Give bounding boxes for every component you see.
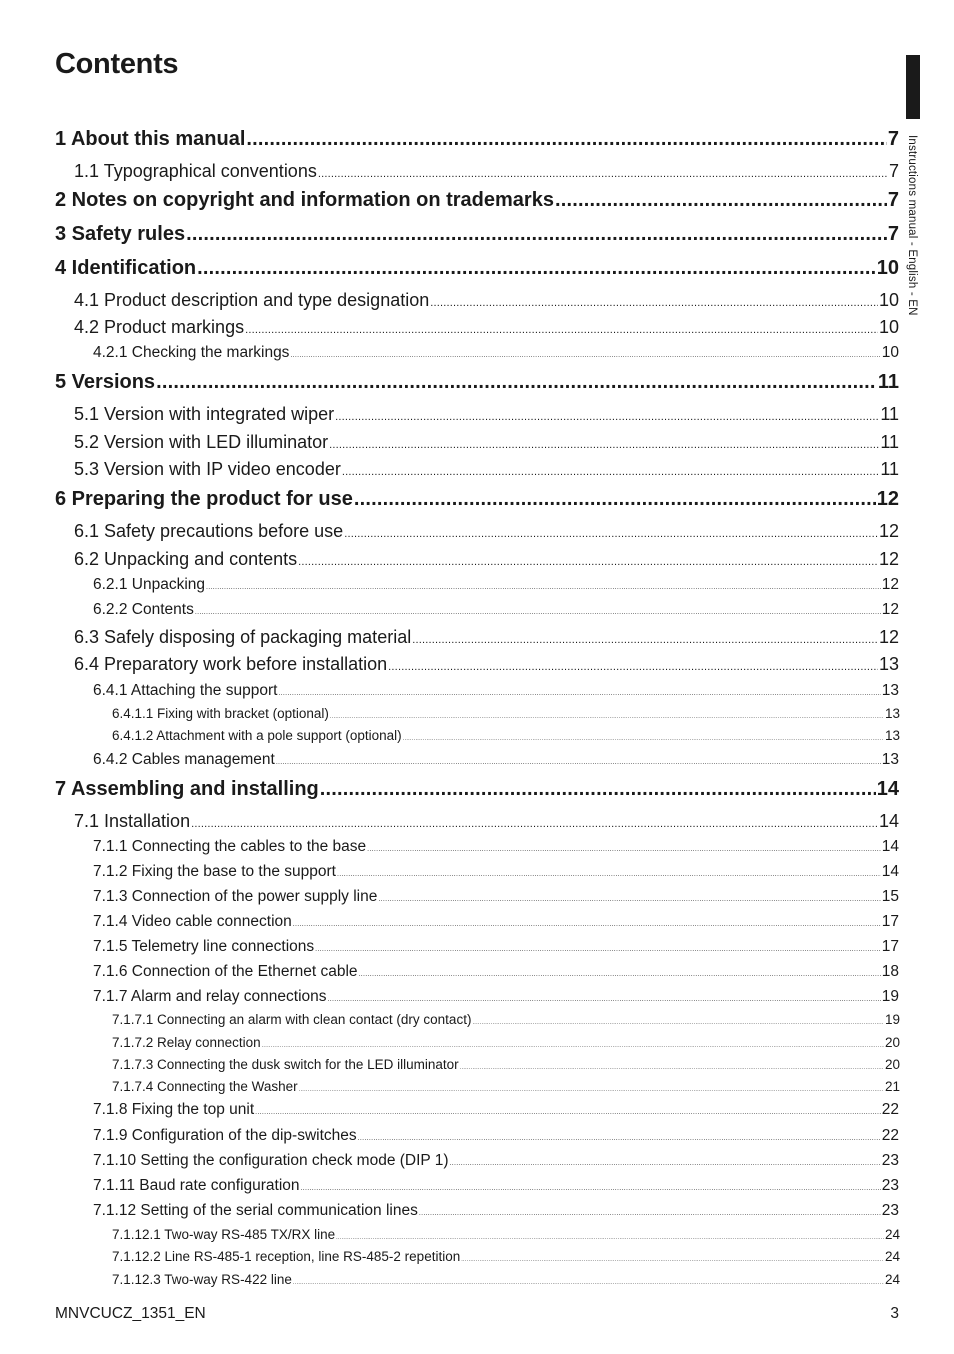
toc-dot-leader xyxy=(359,971,881,978)
toc-entry-level-1[interactable] xyxy=(55,488,899,511)
toc-entry-level-3[interactable] xyxy=(93,601,899,619)
toc-dot-leader xyxy=(555,189,887,212)
toc-page-number: 12 xyxy=(878,549,899,569)
toc-dot-leader xyxy=(186,223,887,246)
toc-page-number: 10 xyxy=(878,317,899,337)
toc-dot-leader xyxy=(293,921,881,928)
toc-entry-title: 7.1.7.1 Connecting an alarm with clean contact (dry contact) xyxy=(112,1012,472,1027)
toc-page-number: 12 xyxy=(878,521,899,541)
toc-dot-leader xyxy=(278,690,880,697)
toc-dot-leader xyxy=(472,1020,884,1026)
toc-entry-title: 7.1 Installation xyxy=(74,811,191,831)
toc-entry-title: 7.1.12.2 Line RS-485-1 reception, line RS-485-2 repetition xyxy=(112,1249,461,1264)
toc-dot-leader xyxy=(330,714,884,720)
toc-dot-leader xyxy=(276,759,881,766)
toc-entry-title: 4.2 Product markings xyxy=(74,317,245,337)
toc-dot-leader xyxy=(320,778,876,801)
toc-entry-level-3[interactable] xyxy=(93,1101,899,1119)
toc-page-number: 12 xyxy=(881,601,899,618)
toc-entry-title: 7 Assembling and installing xyxy=(55,778,319,800)
toc-page-number: 20 xyxy=(884,1035,900,1050)
toc-entry-title: 4 Identification xyxy=(55,257,197,279)
toc-entry-title: 6.3 Safely disposing of packaging material xyxy=(74,627,412,647)
toc-entry-title: 1 About this manual xyxy=(55,128,246,150)
toc-dot-leader xyxy=(328,996,881,1003)
toc-page-number: 13 xyxy=(881,751,899,768)
toc-entry-title: 6.2.1 Unpacking xyxy=(93,576,206,593)
toc-entry-title: 7.1.7.3 Connecting the dusk switch for the LED illuminator xyxy=(112,1057,459,1072)
toc-entry-title: 7.1.12.3 Two-way RS-422 line xyxy=(112,1272,292,1287)
toc-entry-level-2[interactable] xyxy=(74,521,899,542)
side-label: Instructions manual - English - EN xyxy=(906,135,918,316)
toc-entry-level-3[interactable] xyxy=(93,863,899,881)
toc-page-number: 7 xyxy=(887,223,899,245)
toc-entry-level-3[interactable] xyxy=(93,1127,899,1145)
toc-entry-title: 2 Notes on copyright and information on trademarks xyxy=(55,189,554,211)
toc-entry-level-4[interactable] xyxy=(112,1079,900,1094)
toc-dot-leader xyxy=(403,736,884,742)
toc-entry-level-2[interactable] xyxy=(74,627,899,648)
toc-entry-level-3[interactable] xyxy=(93,682,899,700)
toc-entry-level-3[interactable] xyxy=(93,576,899,594)
toc-dot-leader xyxy=(298,556,878,568)
toc-entry-level-2[interactable] xyxy=(74,654,899,675)
toc-entry-title: 6.4.2 Cables management xyxy=(93,751,275,768)
toc-entry-level-2[interactable] xyxy=(74,549,899,570)
toc-page-number: 18 xyxy=(881,963,899,980)
toc-entry-title: 3 Safety rules xyxy=(55,223,186,245)
toc-page-number: 11 xyxy=(880,432,899,452)
toc-entry-title: 7.1.2 Fixing the base to the support xyxy=(93,863,336,880)
toc-dot-leader xyxy=(191,818,878,830)
toc-entry-level-2[interactable] xyxy=(74,459,899,480)
toc-page-number: 13 xyxy=(884,728,900,743)
toc-dot-leader xyxy=(197,257,876,280)
toc-page-number: 20 xyxy=(884,1057,900,1072)
toc-page-number: 10 xyxy=(876,257,899,279)
toc-page-number: 24 xyxy=(884,1227,900,1242)
toc-entry-title: 7.1.8 Fixing the top unit xyxy=(93,1101,255,1118)
toc-entry-level-3[interactable] xyxy=(93,963,899,981)
toc-entry-title: 7.1.12 Setting of the serial communication lines xyxy=(93,1202,418,1219)
toc-entry-title: 6.4.1 Attaching the support xyxy=(93,682,278,699)
toc-entry-title: 5.3 Version with IP video encoder xyxy=(74,459,341,479)
toc-entry-title: 7.1.1 Connecting the cables to the base xyxy=(93,838,367,855)
toc-page-number: 12 xyxy=(881,576,899,593)
toc-entry-level-1[interactable] xyxy=(55,257,899,280)
toc-entry-title: 6.4.1.2 Attachment with a pole support (optional) xyxy=(112,728,402,743)
toc-page-number: 21 xyxy=(884,1079,900,1094)
toc-entry-level-3[interactable] xyxy=(93,1177,899,1195)
toc-page-number: 14 xyxy=(881,838,899,855)
toc-page-number: 12 xyxy=(878,627,899,647)
toc-entry-level-4[interactable] xyxy=(112,1035,900,1050)
toc-dot-leader xyxy=(367,846,881,853)
toc-entry-level-3[interactable] xyxy=(93,1152,899,1170)
toc-entry-title: 7.1.7.4 Connecting the Washer xyxy=(112,1079,298,1094)
toc-page-number: 13 xyxy=(884,706,900,721)
toc-entry-title: 6.2.2 Contents xyxy=(93,601,194,618)
toc-entry-level-1[interactable] xyxy=(55,371,899,394)
toc-entry-level-1[interactable] xyxy=(55,128,899,151)
toc-page-number: 19 xyxy=(881,988,899,1005)
toc-dot-leader xyxy=(293,1280,884,1286)
toc-page-number: 14 xyxy=(878,811,899,831)
page-title: Contents xyxy=(55,48,179,80)
toc-dot-leader xyxy=(388,661,878,673)
toc-entry-title: 7.1.12.1 Two-way RS-485 TX/RX line xyxy=(112,1227,336,1242)
toc-page-number: 11 xyxy=(880,459,899,479)
toc-dot-leader xyxy=(354,488,876,511)
toc-page-number: 10 xyxy=(881,344,899,361)
toc-page-number: 11 xyxy=(877,371,899,393)
toc-page-number: 17 xyxy=(881,938,899,955)
toc-entry-title: 6.4 Preparatory work before installation xyxy=(74,654,388,674)
toc-page-number: 7 xyxy=(887,189,899,211)
toc-entry-level-1[interactable] xyxy=(55,778,899,801)
toc-dot-leader xyxy=(299,1087,884,1093)
toc-entry-level-3[interactable] xyxy=(93,888,899,906)
toc-dot-leader xyxy=(195,609,881,616)
toc-entry-level-2[interactable] xyxy=(74,432,899,453)
toc-dot-leader xyxy=(290,352,880,359)
footer-page-number: 3 xyxy=(890,1305,899,1322)
toc-entry-level-4[interactable] xyxy=(112,1012,900,1027)
toc-entry-title: 7.1.3 Connection of the power supply line xyxy=(93,888,378,905)
toc-page-number: 14 xyxy=(876,778,899,800)
toc-dot-leader xyxy=(344,528,878,540)
toc-entry-title: 5 Versions xyxy=(55,371,156,393)
toc-entry-level-4[interactable] xyxy=(112,1227,900,1242)
toc-page-number: 12 xyxy=(876,488,899,510)
toc-entry-level-3[interactable] xyxy=(93,913,899,931)
toc-page-number: 23 xyxy=(881,1202,899,1219)
toc-page-number: 15 xyxy=(881,888,899,905)
toc-entry-title: 6.1 Safety precautions before use xyxy=(74,521,344,541)
toc-page-number: 23 xyxy=(881,1152,899,1169)
toc-page-number: 13 xyxy=(878,654,899,674)
toc-page-number: 17 xyxy=(881,913,899,930)
toc-dot-leader xyxy=(156,371,877,394)
toc-entry-level-4[interactable] xyxy=(112,1272,900,1287)
toc-entry-level-4[interactable] xyxy=(112,706,900,721)
toc-page-number: 13 xyxy=(881,682,899,699)
toc-entry-level-3[interactable] xyxy=(93,751,899,769)
toc-entry-title: 6.2 Unpacking and contents xyxy=(74,549,298,569)
toc-dot-leader xyxy=(262,1043,884,1049)
toc-page-number: 22 xyxy=(881,1127,899,1144)
toc-page-number: 11 xyxy=(880,404,899,424)
toc-entry-title: 7.1.7 Alarm and relay connections xyxy=(93,988,327,1005)
toc-page-number: 10 xyxy=(878,290,899,310)
toc-dot-leader xyxy=(430,297,878,309)
toc-entry-level-1[interactable] xyxy=(55,189,899,212)
footer-doc-code: MNVCUCZ_1351_EN xyxy=(55,1305,206,1322)
toc-entry-level-2[interactable] xyxy=(74,404,899,425)
toc-dot-leader xyxy=(337,871,881,878)
toc-entry-title: 1.1 Typographical conventions xyxy=(74,161,317,181)
toc-dot-leader xyxy=(335,411,879,423)
toc-dot-leader xyxy=(246,128,886,151)
toc-entry-level-3[interactable] xyxy=(93,1202,899,1220)
toc-entry-title: 5.2 Version with LED illuminator xyxy=(74,432,329,452)
toc-entry-level-2[interactable] xyxy=(74,290,899,311)
toc-entry-level-2[interactable] xyxy=(74,317,899,338)
toc-page-number: 19 xyxy=(884,1012,900,1027)
toc-dot-leader xyxy=(255,1109,881,1116)
toc-entry-title: 6 Preparing the product for use xyxy=(55,488,353,510)
toc-entry-title: 7.1.9 Configuration of the dip-switches xyxy=(93,1127,357,1144)
toc-dot-leader xyxy=(460,1065,884,1071)
toc-page-number: 7 xyxy=(888,161,899,181)
toc-dot-leader xyxy=(358,1135,881,1142)
toc-dot-leader xyxy=(461,1257,884,1263)
toc-entry-level-1[interactable] xyxy=(55,223,899,246)
toc-entry-level-2[interactable] xyxy=(74,811,899,832)
toc-dot-leader xyxy=(329,439,879,451)
toc-page-number: 24 xyxy=(884,1249,900,1264)
toc-entry-level-4[interactable] xyxy=(112,1057,900,1072)
toc-entry-title: 7.1.4 Video cable connection xyxy=(93,913,292,930)
toc-page-number: 14 xyxy=(881,863,899,880)
toc-dot-leader xyxy=(301,1185,881,1192)
toc-entry-level-4[interactable] xyxy=(112,728,900,743)
toc-dot-leader xyxy=(450,1160,881,1167)
toc-entry-title: 5.1 Version with integrated wiper xyxy=(74,404,335,424)
toc-entry-title: 7.1.11 Baud rate configuration xyxy=(93,1177,300,1194)
toc-entry-level-3[interactable] xyxy=(93,938,899,956)
toc-dot-leader xyxy=(336,1235,884,1241)
toc-dot-leader xyxy=(412,634,878,646)
toc-dot-leader xyxy=(206,584,881,591)
toc-entry-title: 7.1.5 Telemetry line connections xyxy=(93,938,315,955)
toc-page-number: 22 xyxy=(881,1101,899,1118)
toc-entry-title: 7.1.7.2 Relay connection xyxy=(112,1035,261,1050)
toc-entry-level-3[interactable] xyxy=(93,344,899,362)
toc-entry-level-4[interactable] xyxy=(112,1249,900,1264)
toc-dot-leader xyxy=(318,168,888,180)
toc-dot-leader xyxy=(315,946,881,953)
toc-dot-leader xyxy=(342,466,879,478)
toc-entry-title: 7.1.10 Setting the configuration check mode (DIP 1) xyxy=(93,1152,449,1169)
toc-page-number: 23 xyxy=(881,1177,899,1194)
toc-entry-level-3[interactable] xyxy=(93,838,899,856)
toc-page-number: 7 xyxy=(887,128,899,150)
toc-dot-leader xyxy=(378,896,880,903)
toc-entry-level-3[interactable] xyxy=(93,988,899,1006)
toc-entry-title: 7.1.6 Connection of the Ethernet cable xyxy=(93,963,358,980)
toc-entry-title: 6.4.1.1 Fixing with bracket (optional) xyxy=(112,706,329,721)
toc-dot-leader xyxy=(245,324,878,336)
toc-entry-level-2[interactable] xyxy=(74,161,899,182)
toc-entry-title: 4.2.1 Checking the markings xyxy=(93,344,290,361)
toc-entry-title: 4.1 Product description and type designation xyxy=(74,290,430,310)
toc-dot-leader xyxy=(419,1210,881,1217)
toc-page-number: 24 xyxy=(884,1272,900,1287)
